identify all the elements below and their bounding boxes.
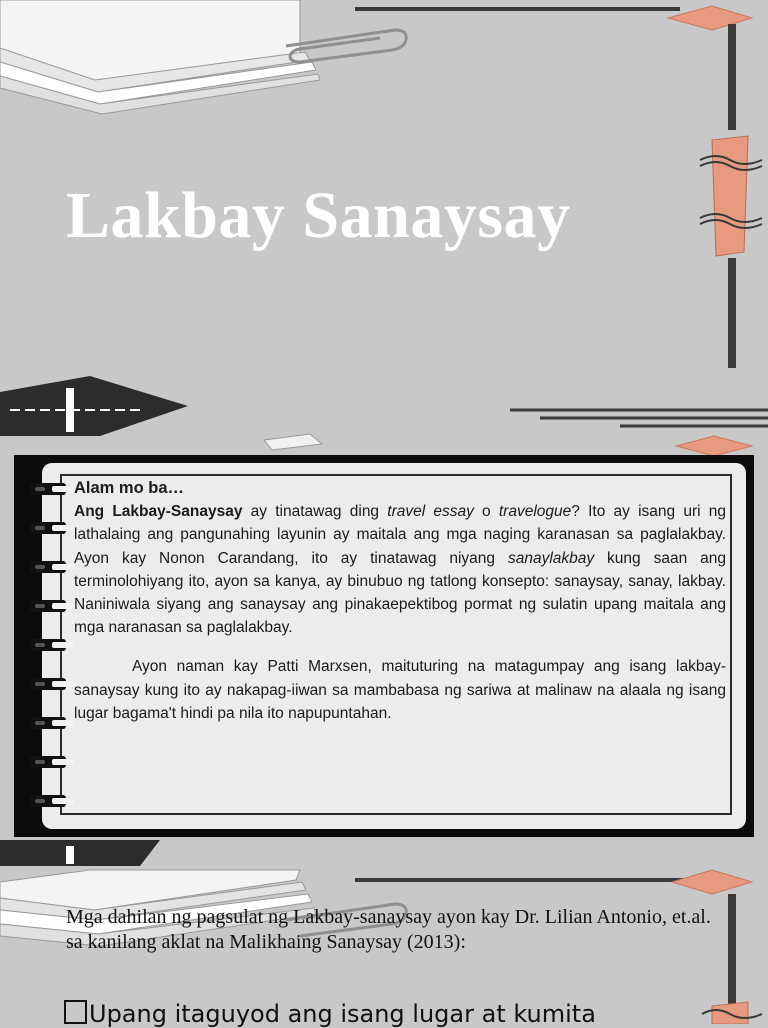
term-italic: travel essay xyxy=(387,503,474,521)
slide-title: Lakbay Sanaysay xyxy=(66,179,571,252)
text-run: ay tinatawag ding xyxy=(242,503,388,521)
reasons-intro-text: Mga dahilan ng pagsulat ng Lakbay-sanaysay ayon kay Dr. Lilian Antonio, et.al. sa kanilang aklat na Malikhaing Sanaysay (2013): xyxy=(66,906,711,953)
notebook-shape-icon xyxy=(0,376,188,436)
text-run: kung saan ang terminolohiyang ito, ayon sa kanya, ay binubuo ng tatlong konsepto: sanaysay, sanay, lakbay. Naniniwala siyang ang sanaysay ang pinakaepektibog pormat ng sulatin upang maitala ang mga naranasan sa paglalakbay. xyxy=(74,549,726,637)
diamond-middle-icon xyxy=(676,436,752,456)
checkbox-bullet-icon xyxy=(64,1000,87,1024)
info-card xyxy=(14,455,754,837)
info-card-heading: Alam mo ba… xyxy=(74,479,185,497)
notebook-shape-lower-icon xyxy=(0,840,160,866)
bullet-item-label: Upang itaguyod ang isang lugar at kumita xyxy=(89,1000,596,1028)
info-paragraph-1 xyxy=(74,500,726,639)
paper-stack-top-icon xyxy=(0,0,320,114)
term-italic: sanaylakbay xyxy=(507,549,595,567)
spiral-ring-icon xyxy=(30,795,82,807)
spiral-ring-icon xyxy=(30,756,82,768)
diamond-bottom-icon xyxy=(672,870,752,894)
info-paragraph-2: Ayon naman kay Patti Marxsen, maituturing na matagumpay ang isang lakbay-sanaysay kung ito ay nakapag-iiwan sa mambabasa ng sariwa at malinaw na alaala ng isang lugar bagama't hindi pa nila ito napupuntahan. xyxy=(74,658,726,722)
term-italic: travelogue xyxy=(498,503,572,521)
ribbon-right-icon xyxy=(700,136,762,256)
diamond-top-icon xyxy=(668,6,752,30)
text-run: ? Ito ay isang uri ng lathalaing ang pangunahing layunin ay maitala ang mga naging karanasan sa paglalakbay. Ayon kay Nonon Carandang, ito ay tinatawag niyang xyxy=(74,503,726,567)
info-card-text xyxy=(74,477,726,725)
text-run: o xyxy=(473,503,499,521)
term-bold: Ang Lakbay-Sanaysay xyxy=(74,503,243,521)
